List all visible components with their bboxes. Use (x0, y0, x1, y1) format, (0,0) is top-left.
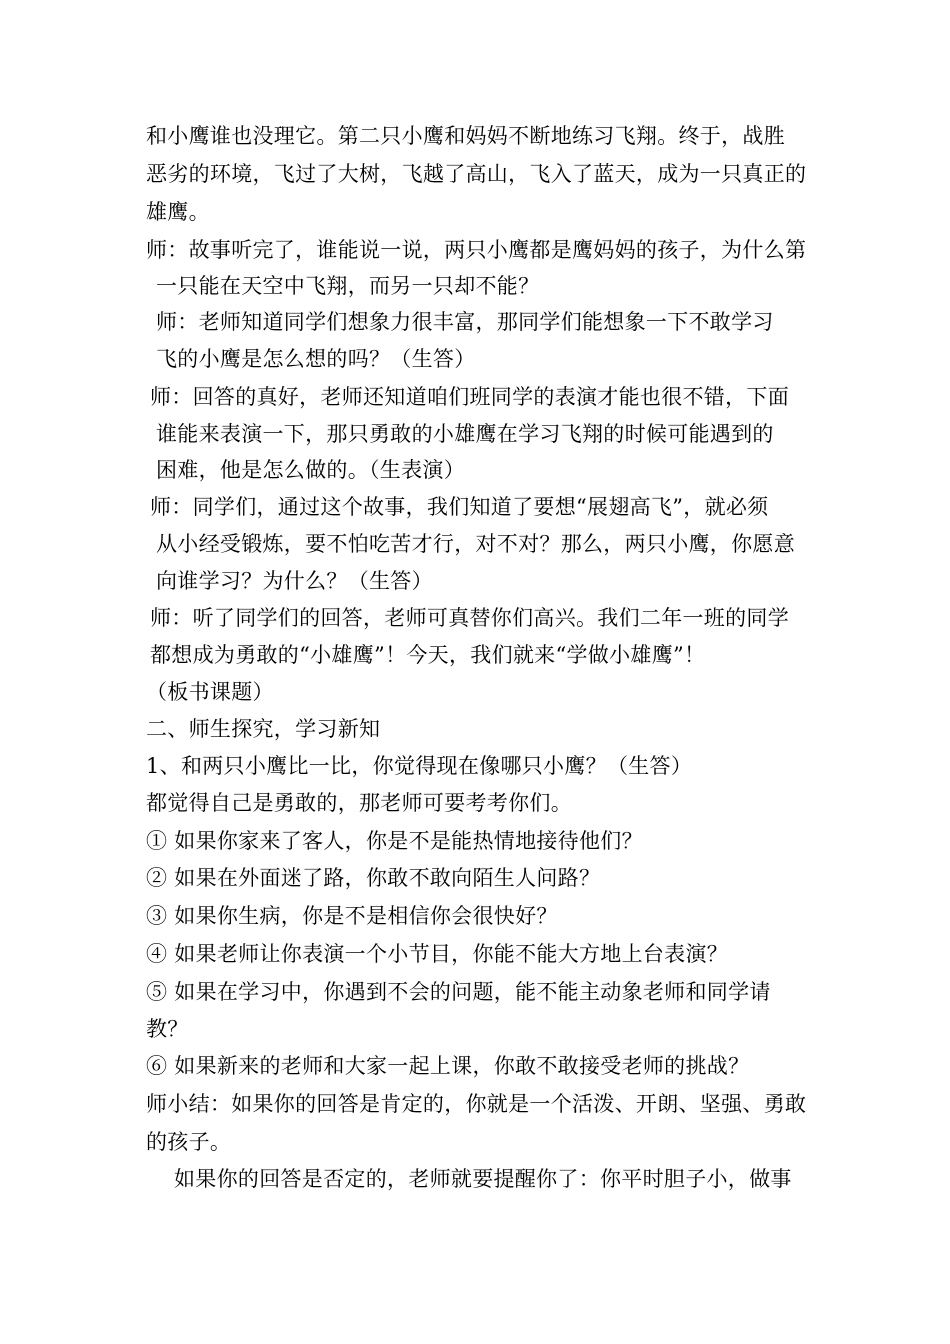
text-line: 的孩子。 (146, 1130, 232, 1154)
question-item: ③ 如果你生病，你是不是相信你会很快好？ (146, 904, 558, 928)
text-line: （板书课题） (146, 680, 274, 704)
text-line: 师：听了同学们的回答，老师可真替你们高兴。我们二年一班的同学 (150, 606, 789, 630)
question-item: ⑤ 如果在学习中，你遇到不会的问题，能不能主动象老师和同学请 (146, 980, 771, 1004)
question-item: ① 如果你家来了客人，你是不是能热情地接待他们？ (146, 829, 643, 853)
text-line: 师：老师知道同学们想象力很丰富，那同学们能想象一下不敢学习 (156, 310, 774, 334)
text-line: 恶劣的环境，飞过了大树，飞越了高山，飞入了蓝天，成为一只真正的 (146, 162, 807, 186)
text-line: 1、和两只小鹰比一比，你觉得现在像哪只小鹰？（生答） (146, 754, 693, 778)
question-item: ② 如果在外面迷了路，你敢不敢向陌生人问路？ (146, 866, 601, 890)
question-item: ⑥ 如果新来的老师和大家一起上课，你敢不敢接受老师的挑战？ (146, 1054, 750, 1078)
text-line: 师：同学们，通过这个故事，我们知道了要想“展翅高飞”，就必须 (150, 495, 769, 519)
text-line: 和小鹰谁也没理它。第二只小鹰和妈妈不断地练习飞翔。终于，战胜 (146, 124, 785, 148)
text-line: 谁能来表演一下，那只勇敢的小雄鹰在学习飞翔的时候可能遇到的 (156, 422, 774, 446)
text-line: 如果你的回答是否定的，老师就要提醒你了：你平时胆子小，做事 (174, 1167, 792, 1191)
section-heading: 二、师生探究，学习新知 (146, 717, 381, 741)
text-line: 师：故事听完了，谁能说一说，两只小鹰都是鹰妈妈的孩子，为什么第 (146, 238, 807, 262)
text-line: 向谁学习？为什么？（生答） (156, 569, 433, 593)
text-line: 师小结：如果你的回答是肯定的，你就是一个活泼、开朗、坚强、勇敢 (146, 1092, 807, 1116)
text-line: 困难，他是怎么做的。（生表演） (156, 458, 465, 482)
text-line: 教？ (146, 1017, 189, 1041)
text-line: 都觉得自己是勇敢的，那老师可要考考你们。 (146, 791, 572, 815)
text-line: 师：回答的真好，老师还知道咱们班同学的表演才能也很不错，下面 (150, 385, 789, 409)
text-line: 飞的小鹰是怎么想的吗？（生答） (156, 347, 476, 371)
text-line: 从小经受锻炼，要不怕吃苦才行，对不对？那么，两只小鹰，你愿意 (156, 532, 795, 556)
text-line: 都想成为勇敢的“小雄鹰”！今天，我们就来“学做小雄鹰”！ (150, 643, 706, 667)
text-line: 雄鹰。 (146, 200, 210, 224)
question-item: ④ 如果老师让你表演一个小节目，你能不能大方地上台表演？ (146, 942, 729, 966)
text-line: 一只能在天空中飞翔，而另一只却不能？ (156, 274, 540, 298)
